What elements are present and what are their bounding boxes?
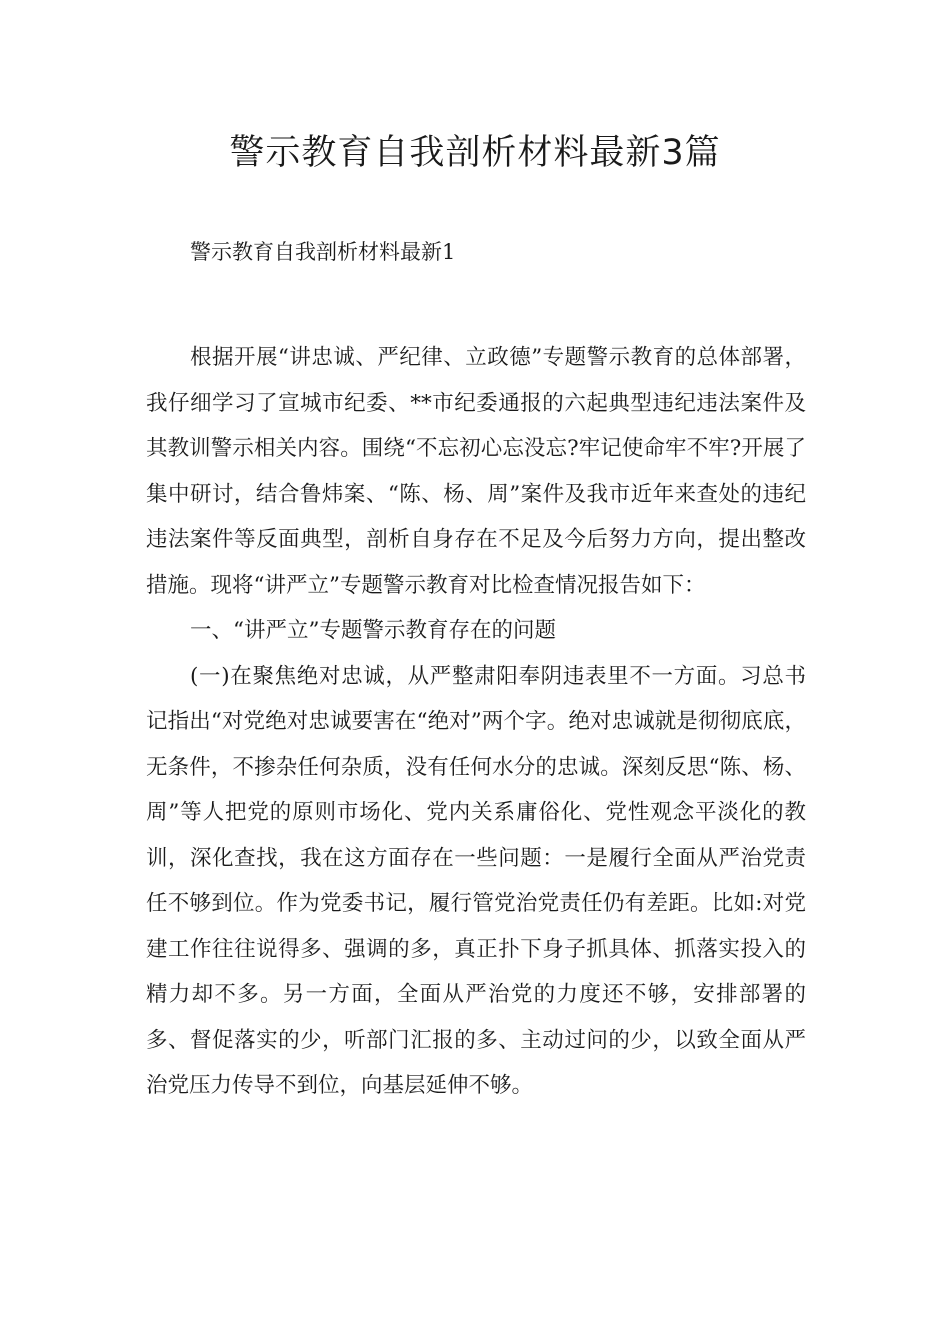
document-title: 警示教育自我剖析材料最新3篇: [229, 133, 721, 173]
paragraph-loyalty: (一)在聚焦绝对忠诚，从严整肃阳奉阴违表里不一方面。习总书记指出“对党绝对忠诚要害在“绝对”两个字。绝对忠诚就是彻彻底底，无条件，不掺杂任何杂质，没有任何水分的忠诚。深刻反思“陈、杨、周”等人把党的原则市场化、党内关系庸俗化、党性观念平淡化的教训，深化查找，我在这方面存在一些问题：一是履行全面从严治党责任不够到位。作为党委书记，履行管党治党责任仍有差距。比如:对党建工作往往说得多、强调的多，真正扑下身子抓具体、抓落实投入的精力却不多。另一方面，全面从严治党的力度还不够，安排部署的多、督促落实的少，听部门汇报的多、主动过问的少，以致全面从严治党压力传导不到位，向基层延伸不够。: [146, 663, 806, 1098]
paragraph-intro: 根据开展“讲忠诚、严纪律、立政德”专题警示教育的总体部署，我仔细学习了宣城市纪委、**市纪委通报的六起典型违纪违法案件及其教训警示相关内容。围绕“不忘初心忘没忘?牢记使命牢不牢?开展了集中研讨，结合鲁炜案、“陈、杨、周”案件及我市近年来查处的违纪违法案件等反面典型，剖析自身存在不足及今后努力方向，提出整改措施。现将“讲严立”专题警示教育对比检查情况报告如下：: [146, 345, 806, 598]
section-subtitle: 警示教育自我剖析材料最新1: [190, 240, 456, 264]
document-body: [146, 335, 806, 1109]
section-heading: 一、“讲严立”专题警示教育存在的问题: [190, 618, 556, 643]
